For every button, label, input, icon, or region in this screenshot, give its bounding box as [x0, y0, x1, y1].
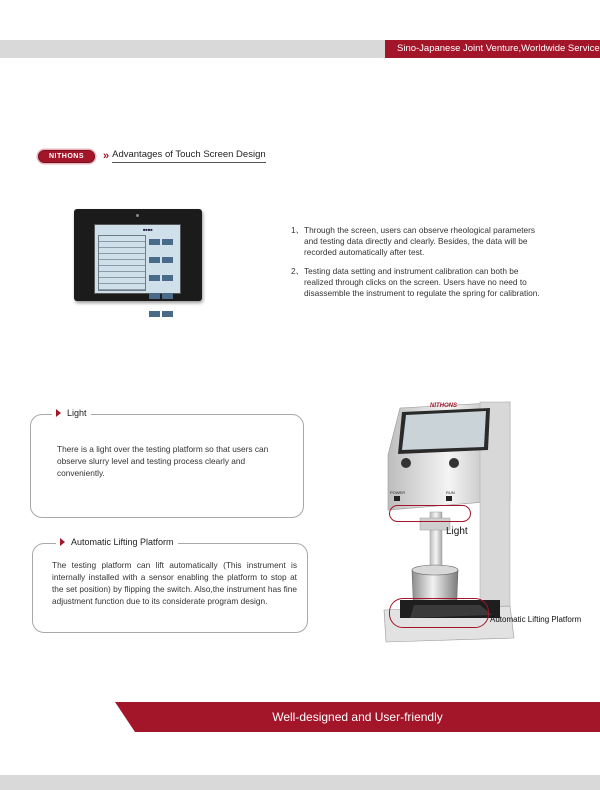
triangle-bullet-icon: [56, 409, 61, 417]
platform-highlight-ring: [389, 598, 489, 628]
light-description: There is a light over the testing platform so that users can observe slurry level and testing process clearly and conveniently.: [57, 444, 269, 478]
light-highlight-ring: [389, 505, 471, 522]
section-title: Advantages of Touch Screen Design: [112, 149, 266, 163]
feature-text: Through the screen, users can observe rheological parameters and testing data directly and clearly. Besides, the data will be recorded automatically after test.: [304, 225, 536, 257]
instrument-brand-label: NITHONS: [430, 403, 457, 409]
lifting-description: The testing platform can lift automatically (This instrument is internally installed with a sensor enabling the platform to stop at the set position) by flipping the switch. Also,the instrument has fine adjustment function due to its considerate program design.: [52, 560, 297, 606]
screen-data-table: [98, 235, 146, 291]
feature-text: Testing data setting and instrument calibration can both be realized through clicks on the screen. Users have no need to disassemble the instrument to regulate the spring for calibration.: [304, 266, 540, 298]
feature-number: 2、: [291, 266, 304, 276]
triangle-bullet-icon: [60, 538, 65, 546]
feature-item-2: [291, 266, 541, 299]
touch-screen-image: [74, 209, 202, 301]
touch-screen-display: [94, 224, 181, 294]
brand-logo: NITHONS: [38, 150, 95, 163]
section-heading: [38, 149, 266, 163]
run-label: RUN: [446, 490, 455, 495]
screen-buttons: [149, 235, 177, 325]
feature-item-1: [291, 225, 541, 258]
power-label: POWER: [390, 490, 406, 495]
header-grey-band: [0, 40, 385, 58]
light-label-text: Light: [67, 408, 87, 418]
feature-number: 1、: [291, 225, 304, 235]
platform-callout: Automatic Lifting Platform: [490, 615, 582, 624]
footer-tagline: Well-designed and User-friendly: [272, 710, 443, 724]
tablet-camera-dot: [136, 214, 139, 217]
footer-grey-band: [0, 775, 600, 790]
light-label: [52, 408, 91, 418]
chevron-right-icon: »: [103, 150, 110, 162]
lifting-label-text: Automatic Lifting Platform: [71, 537, 174, 547]
header-slogan: Sino-Japanese Joint Venture,Worldwide Service: [385, 40, 600, 58]
screen-header: ■■■■: [143, 227, 153, 232]
lifting-label: [56, 537, 178, 547]
light-callout: Light: [446, 526, 468, 537]
